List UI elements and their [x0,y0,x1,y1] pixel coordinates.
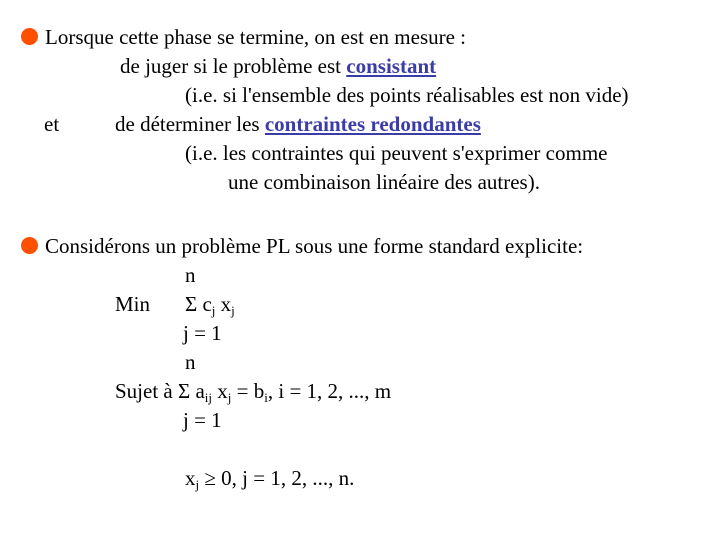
constraint-sum: Sujet à Σ $a_{ij}$ $x_j = b_i$, i = 1, 2, ..., m [115,379,392,405]
nonnegativity-constraint: $x_j \ge 0$, j = 1, 2, ..., n. [185,466,355,492]
bullet-icon [21,237,38,254]
line3-text: de déterminer les [115,112,265,136]
line1-text: de juger si le problème est [120,54,347,78]
bullet-icon [21,28,38,45]
section1-line5: une combinaison linéaire des autres). [228,170,540,194]
objective-sum: Σ $c_j$ $x_j$ [185,292,235,318]
section1-intro: Lorsque cette phase se termine, on est en mesure : [45,25,467,49]
keyword-contraintes-redondantes: contraintes redondantes [264,112,481,136]
section1-line4: (i.e. les contraintes qui peuvent s'exprimer comme [185,141,608,165]
section1-line3 [115,112,481,136]
section1-line1 [120,54,436,78]
section2-intro: Considérons un problème PL sous une forme standard explicite: [45,234,584,258]
min-label: Min [115,292,151,316]
sum-lower-j1: j = 1 [183,321,222,345]
et-label: et [44,112,60,136]
sum-upper-n: n [185,263,196,287]
sum-upper-n2: n [185,350,196,374]
keyword-consistant: consistant [346,54,437,78]
sum-lower-j2: j = 1 [183,408,222,432]
section1-line2: (i.e. si l'ensemble des points réalisables est non vide) [185,83,629,107]
